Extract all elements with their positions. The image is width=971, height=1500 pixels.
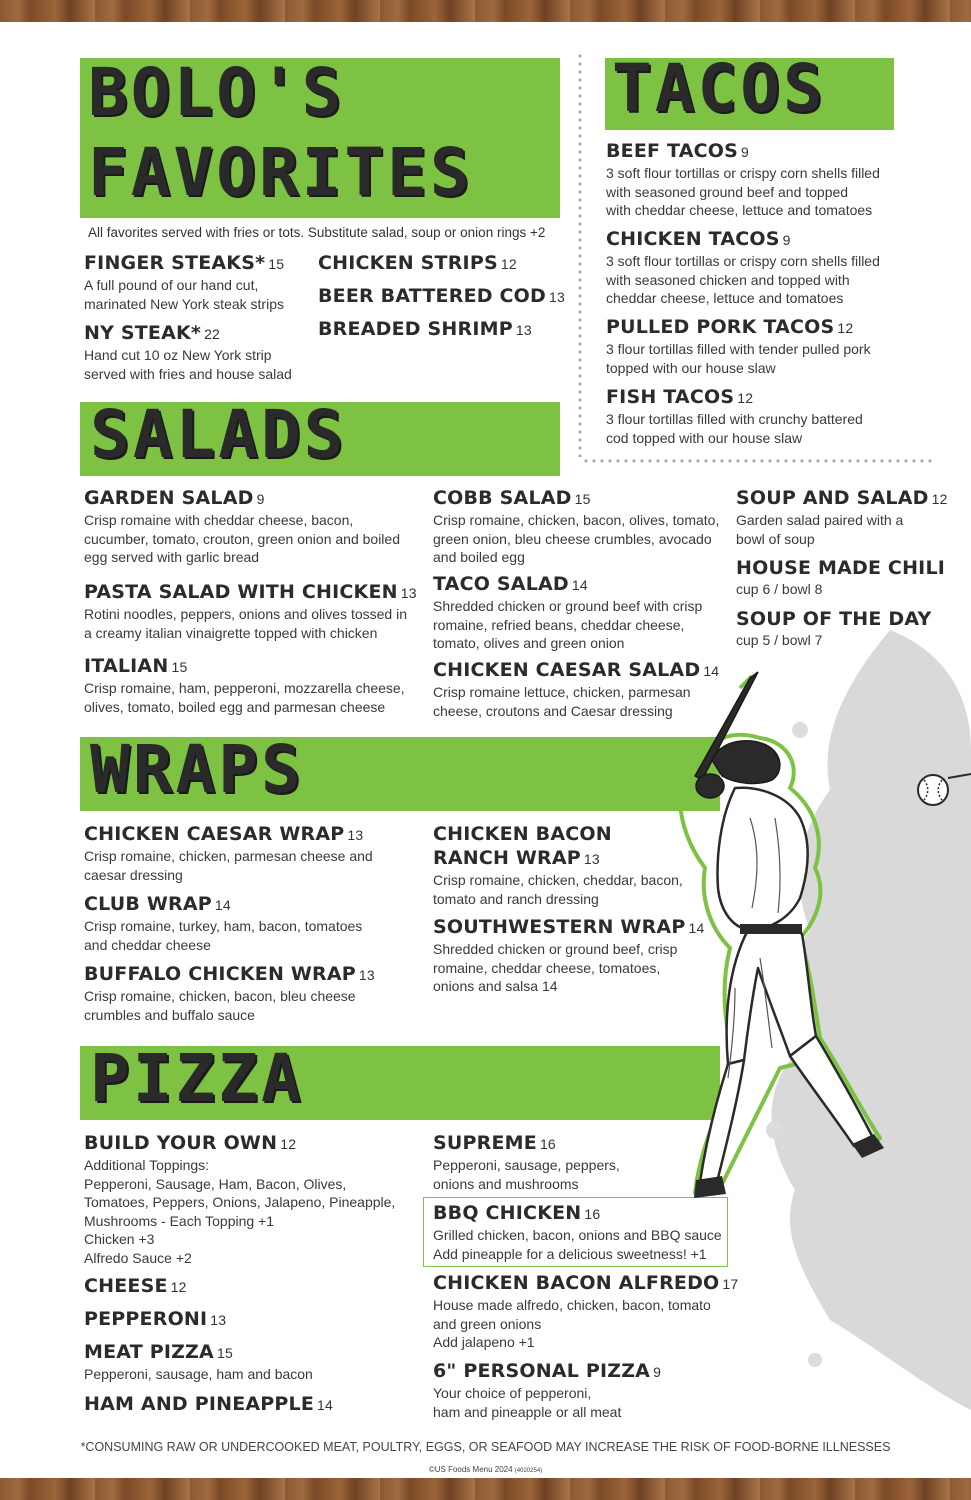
item-desc: cheese, croutons and Caesar dressing (433, 702, 673, 719)
item-desc: cucumber, tomato, crouton, green onion and boiled (84, 530, 400, 547)
item-name-line1: CHICKEN BACON (433, 823, 612, 845)
item-desc: Hand cut 10 oz New York strip (84, 347, 272, 363)
item-desc: a creamy italian vinaigrette topped with chicken (84, 624, 378, 641)
item-desc: tomato, olives and green onion (433, 635, 625, 651)
item-price: 22 (204, 326, 221, 342)
item-name: COBB SALAD (433, 487, 572, 509)
item-desc: Pepperoni, sausage, ham and bacon (84, 1366, 313, 1382)
menu-item-taco-salad (433, 572, 702, 653)
item-name: ITALIAN (84, 655, 169, 677)
item-name: BEEF TACOS (606, 140, 739, 162)
item-desc: Add jalapeno +1 (433, 1334, 535, 1350)
menu-item-beef-tacos (606, 139, 880, 220)
item-price: 16 (584, 1206, 601, 1222)
item-desc: Garden salad paired with a (736, 512, 904, 528)
item-desc: Crisp romaine, chicken, bacon, olives, tomato, (433, 512, 720, 528)
item-name: SOUTHWESTERN WRAP (433, 916, 686, 938)
item-desc: caesar dressing (84, 866, 183, 883)
item-price: 12 (500, 256, 517, 272)
item-price: 14 (214, 897, 231, 913)
menu-item-club-wrap (84, 892, 362, 954)
item-name: HAM AND PINEAPPLE (84, 1393, 315, 1415)
ball-motion-line (948, 772, 971, 782)
item-desc: Crisp romaine, chicken, bacon, bleu cheese (84, 988, 356, 1004)
item-desc: Alfredo Sauce +2 (84, 1249, 192, 1266)
item-name: PEPPERONI (84, 1308, 208, 1330)
copyright-line (0, 1465, 971, 1474)
menu-item-chicken-caesar-wrap (84, 822, 373, 884)
menu-item-ny-steak (84, 321, 292, 383)
menu-item-chicken-strips (318, 251, 517, 276)
tacos-title: TACOS (612, 50, 826, 127)
menu-item-personal-pizza (433, 1359, 661, 1421)
item-name: SOUP OF THE DAY (736, 608, 932, 630)
item-price: 15 (216, 1345, 233, 1361)
item-price: 13 (549, 289, 565, 305)
item-desc: 3 soft flour tortillas or crispy corn shells filled (606, 165, 880, 181)
menu-item-pasta-salad (84, 580, 417, 642)
menu-item-finger-steaks (84, 251, 284, 313)
item-name: BEER BATTERED COD (318, 285, 546, 307)
item-desc: romaine, cheddar cheese, tomatoes, (433, 959, 661, 976)
item-desc: Tomatoes, Peppers, Onions, Jalapeno, Pineapple, (84, 1194, 396, 1210)
item-desc: Shredded chicken or ground beef, crisp (433, 941, 678, 957)
item-desc: and boiled egg (433, 549, 525, 565)
menu-item-chicken-bacon-alfredo (433, 1271, 738, 1352)
item-name: BUFFALO CHICKEN WRAP (84, 963, 356, 985)
item-price: 9 (653, 1364, 662, 1380)
item-name: CHICKEN TACOS (606, 228, 780, 250)
menu-item-pulled-pork-tacos (606, 315, 871, 377)
item-price: 13 (583, 851, 600, 867)
item-desc: 3 flour tortillas filled with crunchy battered (606, 411, 863, 427)
item-name: CHEESE (84, 1275, 168, 1297)
menu-item-breaded-shrimp (318, 317, 532, 342)
menu-item-house-made-chili (736, 556, 945, 599)
item-price: 15 (268, 256, 285, 272)
item-desc: ham and pineapple or all meat (433, 1403, 622, 1420)
item-desc: cup 5 / bowl 7 (736, 632, 823, 648)
menu-item-ham-and-pineapple (84, 1392, 333, 1417)
item-name: CHICKEN BACON ALFREDO (433, 1272, 720, 1294)
favorites-title-line1: BOLO'S (88, 54, 345, 131)
item-name: HOUSE MADE CHILI (736, 557, 946, 579)
menu-item-fish-tacos (606, 385, 863, 447)
item-price: 9 (256, 491, 265, 507)
item-price: 14 (703, 663, 720, 679)
menu-item-garden-salad (84, 486, 400, 567)
item-desc: bowl of soup (736, 530, 815, 547)
menu-item-chicken-tacos (606, 227, 880, 308)
item-desc: Additional Toppings: (84, 1157, 210, 1173)
menu-item-soup-and-salad (736, 486, 948, 548)
item-desc: with cheddar cheese, lettuce and tomatoes (606, 202, 873, 218)
item-desc: 3 soft flour tortillas or crispy corn shells filled (606, 253, 880, 269)
item-name: GARDEN SALAD (84, 487, 254, 509)
item-desc: onions and mushrooms (433, 1175, 579, 1192)
item-desc: crumbles and buffalo sauce (84, 1006, 255, 1023)
menu-item-buffalo-chicken-wrap (84, 962, 375, 1024)
menu-item-beer-battered-cod (318, 284, 565, 309)
item-desc: cheddar cheese, lettuce and tomatoes (606, 290, 844, 306)
item-price: 13 (347, 827, 364, 843)
item-price: 16 (539, 1136, 556, 1152)
item-price: 9 (782, 232, 791, 248)
menu-item-supreme (433, 1131, 620, 1193)
menu-item-pepperoni (84, 1307, 226, 1332)
item-name: BREADED SHRIMP (318, 318, 513, 340)
dotted-divider-horizontal (582, 459, 934, 463)
item-desc: Pepperoni, sausage, peppers, (433, 1157, 620, 1173)
salads-title: SALADS (90, 396, 347, 473)
item-desc: Rotini noodles, peppers, onions and olives tossed in (84, 606, 407, 622)
favorites-title-line2: FAVORITES (88, 134, 473, 211)
item-price: 13 (358, 967, 375, 983)
item-name: CHICKEN CAESAR WRAP (84, 823, 345, 845)
pizza-title: PIZZA (90, 1040, 304, 1117)
item-desc: and green onions (433, 1315, 542, 1332)
item-name: FINGER STEAKS* (84, 252, 266, 274)
item-price: 14 (688, 920, 705, 936)
item-desc: cup 6 / bowl 8 (736, 581, 823, 597)
item-desc: Grilled chicken, bacon, onions and BBQ sauce (433, 1227, 722, 1243)
item-desc: cod topped with our house slaw (606, 429, 803, 446)
item-name: TACO SALAD (433, 573, 569, 595)
item-price: 13 (400, 585, 417, 601)
item-price: 13 (210, 1312, 227, 1328)
item-desc: topped with our house slaw (606, 359, 776, 376)
item-desc: Shredded chicken or ground beef with crisp (433, 598, 703, 614)
menu-item-cheese (84, 1274, 187, 1299)
item-desc: A full pound of our hand cut, (84, 277, 259, 293)
baseball-batter-icon (640, 668, 900, 1228)
wood-bottom-border (0, 1478, 971, 1500)
item-desc: and cheddar cheese (84, 936, 211, 953)
item-name: CHICKEN STRIPS (318, 252, 498, 274)
item-price: 14 (317, 1397, 334, 1413)
item-desc: Chicken +3 (84, 1231, 155, 1247)
item-desc: Crisp romaine, turkey, ham, bacon, tomatoes (84, 918, 363, 934)
item-desc: green onion, bleu cheese crumbles, avocado (433, 530, 712, 547)
menu-code: (4020254) (514, 1468, 543, 1474)
item-desc: egg served with garlic bread (84, 549, 260, 565)
wraps-title: WRAPS (90, 731, 304, 808)
item-name: BUILD YOUR OWN (84, 1132, 278, 1154)
item-name: CHICKEN CAESAR SALAD (433, 659, 701, 681)
item-price: 14 (571, 577, 588, 593)
item-price: 13 (515, 322, 532, 338)
item-name: SUPREME (433, 1132, 537, 1154)
item-desc: olives, tomato, boiled egg and parmesan cheese (84, 698, 386, 715)
item-price: 17 (722, 1276, 739, 1292)
item-desc: served with fries and house salad (84, 365, 292, 382)
item-desc: 3 flour tortillas filled with tender pulled pork (606, 341, 871, 357)
item-desc: Pepperoni, Sausage, Ham, Bacon, Olives, (84, 1175, 347, 1192)
item-desc: marinated New York steak strips (84, 295, 284, 312)
dotted-divider-vertical (578, 52, 582, 457)
copyright-text: ©US Foods Menu 2024 (428, 1465, 513, 1474)
item-desc: with seasoned chicken and topped with (606, 271, 850, 288)
baseball-icon (915, 772, 951, 808)
item-desc: Your choice of pepperoni, (433, 1385, 592, 1401)
item-desc: with seasoned ground beef and topped (606, 183, 849, 200)
item-name: 6" PERSONAL PIZZA (433, 1360, 651, 1382)
food-safety-warning: *CONSUMING RAW OR UNDERCOOKED MEAT, POULTRY, EGGS, OR SEAFOOD MAY INCREASE THE RISK OF FOOD-BORNE ILLNESSES (80, 1440, 891, 1454)
menu-item-italian (84, 654, 405, 716)
item-desc: Crisp romaine, chicken, parmesan cheese and (84, 848, 373, 864)
item-price: 12 (837, 320, 854, 336)
favorites-note: All favorites served with fries or tots. Substitute salad, soup or onion rings +2 (88, 225, 546, 240)
item-name: SOUP AND SALAD (736, 487, 929, 509)
menu-item-soup-of-the-day (736, 607, 931, 650)
item-desc: Crisp romaine, ham, pepperoni, mozzarella cheese, (84, 680, 405, 696)
item-desc: Mushrooms - Each Topping +1 (84, 1212, 275, 1229)
item-name-line2: RANCH WRAP (433, 847, 581, 869)
item-desc: Crisp romaine lettuce, chicken, parmesan (433, 684, 691, 700)
item-price: 15 (574, 491, 591, 507)
wood-top-border (0, 0, 971, 22)
item-name: MEAT PIZZA (84, 1341, 214, 1363)
item-name: PULLED PORK TACOS (606, 316, 835, 338)
item-desc: romaine, refried beans, cheddar cheese, (433, 616, 685, 633)
item-price: 15 (171, 659, 188, 675)
item-price: 12 (737, 390, 754, 406)
item-price: 12 (280, 1136, 297, 1152)
item-price: 12 (931, 491, 948, 507)
item-desc: Add pineapple for a delicious sweetness! +1 (433, 1245, 707, 1262)
item-name: NY STEAK* (84, 322, 202, 344)
item-desc: Crisp romaine with cheddar cheese, bacon, (84, 512, 354, 528)
item-price: 9 (741, 144, 750, 160)
item-name: PASTA SALAD WITH CHICKEN (84, 581, 398, 603)
item-desc: Crisp romaine, chicken, cheddar, bacon, (433, 872, 683, 888)
item-name: CLUB WRAP (84, 893, 212, 915)
item-name: FISH TACOS (606, 386, 735, 408)
menu-item-meat-pizza (84, 1340, 313, 1384)
item-desc: onions and salsa 14 (433, 978, 558, 994)
menu-item-cobb-salad (433, 486, 719, 567)
item-price: 12 (170, 1279, 187, 1295)
menu-item-build-your-own (84, 1131, 395, 1267)
item-name: BBQ CHICKEN (433, 1202, 582, 1224)
item-desc: tomato and ranch dressing (433, 890, 599, 907)
item-desc: House made alfredo, chicken, bacon, tomato (433, 1297, 711, 1313)
